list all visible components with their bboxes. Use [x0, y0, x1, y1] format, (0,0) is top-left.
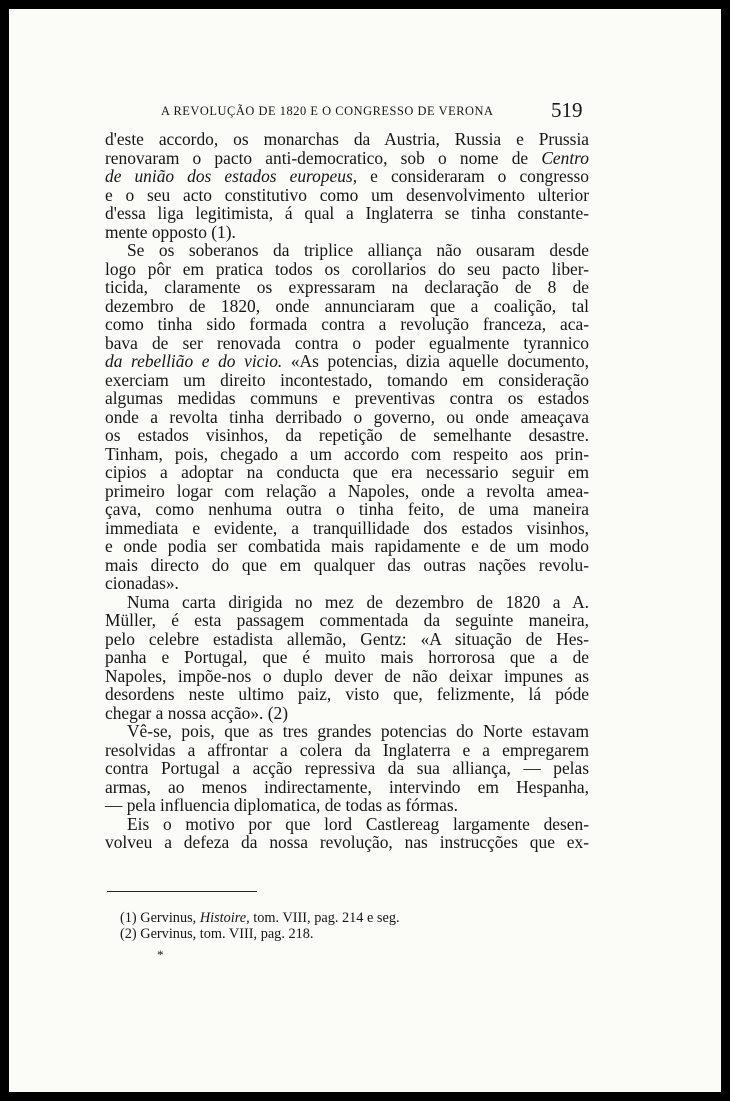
text-line: de união dos estados europeus, e consideraram o congresso — [105, 166, 589, 186]
signature-mark: * — [157, 947, 164, 962]
footnote-1: (1) Gervinus, Histoire, tom. VIII, pag. 214 e seg. — [120, 910, 400, 926]
text-line: d'essa liga legitimista, á qual a Inglaterra se tinha constante- — [105, 203, 589, 223]
text-line: e o seu acto constitutivo como um desenvolvimento ulterior — [105, 184, 589, 205]
text-line: dezembro de 1820, onde annunciaram que a coalição, tal — [105, 295, 589, 316]
text-line: armas, ao menos indirectamente, intervindo em Hespanha, — [105, 776, 589, 797]
text-line: chegar a nossa acção». (2) — [105, 702, 288, 723]
paragraph-3 — [105, 593, 589, 723]
text-line: pelo celebre estadista allemão, Gentz: «A situação de Hes- — [105, 628, 589, 649]
body-text — [105, 130, 589, 852]
text-line: Se os soberanos da triplice alliança não ousaram desde — [127, 240, 589, 260]
text-line: bava de ser renovada contra o poder egualmente tyrannico — [105, 332, 589, 353]
text-line: logo pôr em pratica todos os corollarios do seu pacto liber- — [105, 258, 589, 279]
text-line: renovaram o pacto anti-democratico, sob o nome de Centro — [105, 147, 589, 168]
text-line: panha e Portugal, que é muito mais horrorosa que a de — [105, 647, 589, 667]
book-page — [9, 9, 721, 1092]
text-line: cipios a adoptar na conducta que era necessario seguir em — [105, 462, 589, 482]
italic-phrase: de união dos estados europeus, — [105, 166, 358, 186]
text-line: mente opposto (1). — [105, 221, 236, 242]
text-line: Numa carta dirigida no mez de dezembro de 1820 a A. — [127, 591, 589, 612]
text-line: cionadas». — [105, 573, 179, 593]
text-line: Tinham, pois, chegado a um accordo com respeito aos prin- — [105, 443, 589, 464]
paragraph-4 — [105, 722, 589, 815]
text-line: os estados visinhos, da repetição de semelhante desastre. — [105, 425, 589, 445]
text-line: çava, como nenhuma outra o tinha feito, de uma maneira — [105, 499, 589, 519]
text-line: como tinha sido formada contra a revolução franceza, aca- — [105, 314, 589, 334]
footnotes — [120, 911, 480, 942]
text-line: ticida, claramente os expressaram na declaração de 8 de — [105, 277, 589, 297]
paragraph-2 — [105, 241, 589, 593]
text-line: Napoles, impõe-nos o duplo dever de não deixar impunes as — [105, 665, 589, 686]
text-line: primeiro logar com relação a Napoles, onde a revolta amea- — [105, 480, 589, 501]
text-line: immediata e evidente, a tranquillidade dos estados visinhos, — [105, 517, 589, 538]
page-header — [9, 98, 721, 126]
italic-phrase: Centro — [541, 147, 589, 168]
text-line: desordens neste ultimo paiz, visto que, felizmente, lá póde — [105, 684, 589, 704]
italic-phrase: Histoire, — [199, 910, 250, 926]
italic-phrase: da rebellião e do vicio. — [105, 351, 283, 371]
footnote-divider — [107, 891, 257, 892]
text-line: Eis o motivo por que lord Castlereag largamente desen- — [127, 813, 589, 834]
paragraph-5 — [105, 815, 589, 852]
text-line: Müller, é esta passagem commentada da seguinte maneira, — [105, 610, 589, 630]
page-number: 519 — [551, 98, 583, 122]
running-title: A REVOLUÇÃO DE 1820 E O CONGRESSO DE VERONA — [161, 104, 494, 118]
text-line: volveu a defeza da nossa revolução, nas instrucções que ex- — [105, 832, 589, 852]
text-line: e onde podia ser combatida mais rapidamente e de um modo — [105, 536, 589, 556]
text-line: da rebellião e do vicio. «As potencias, dizia aquelle documento, — [105, 351, 589, 371]
footnote-2: (2) Gervinus, tom. VIII, pag. 218. — [120, 925, 314, 942]
text-line: — pela influencia diplomatica, de todas as fórmas. — [105, 795, 459, 815]
text-line: mais directo do que em qualquer das outras nações revolu- — [105, 554, 589, 575]
text-line: d'este accordo, os monarchas da Austria, Russia e Prussia — [105, 129, 589, 149]
text-line: resolvidas a affrontar a colera da Inglaterra e a empregarem — [105, 739, 589, 760]
text-line: contra Portugal a acção repressiva da sua alliança, — pelas — [105, 758, 589, 778]
text-line: algumas medidas communs e preventivas contra os estados — [105, 388, 589, 408]
text-line: Vê-se, pois, que as tres grandes potencias do Norte estavam — [127, 721, 589, 741]
text-line: onde a revolta tinha derribado o governo, ou onde ameaçava — [105, 406, 589, 427]
paragraph-1 — [105, 130, 589, 241]
text-line: exerciam um direito incontestado, tomando em consideração — [105, 369, 589, 390]
